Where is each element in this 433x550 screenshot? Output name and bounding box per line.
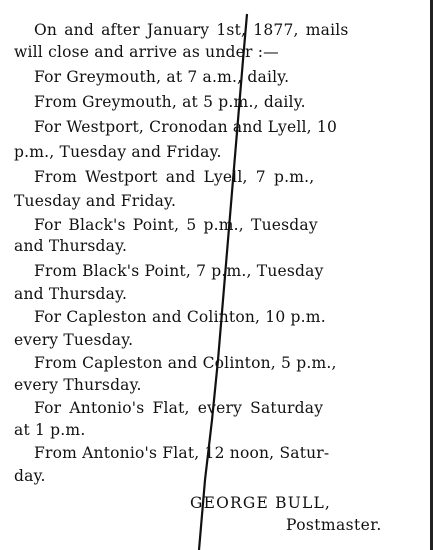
notice-line-10: and Thursday.: [14, 237, 128, 255]
notice-line-4: From Greymouth, at 5 p.m., daily.: [34, 93, 306, 111]
notice-line-19: From Antonio's Flat, 12 noon, Satur-: [34, 444, 330, 462]
notice-line-13: For Capleston and Colinton, 10 p.m.: [34, 308, 326, 326]
notice-line-15: From Capleston and Colinton, 5 p.m.,: [34, 354, 337, 372]
notice-line-11: From Black's Point, 7 p.m., Tuesday: [34, 262, 324, 280]
notice-line-7: From Westport and Lyell, 7 p.m.,: [34, 168, 315, 186]
signature-title: Postmaster.: [286, 516, 382, 534]
notice-line-20: day.: [14, 467, 46, 485]
notice-line-1: On and after January 1st, 1877, mails: [34, 21, 349, 39]
notice-line-18: at 1 p.m.: [14, 421, 86, 439]
notice-line-17: For Antonio's Flat, every Saturday: [34, 399, 324, 417]
notice-line-16: every Thursday.: [14, 376, 142, 394]
signature-name: GEORGE BULL,: [190, 494, 332, 512]
notice-line-3: For Greymouth, at 7 a.m., daily.: [34, 68, 290, 86]
notice-line-14: every Tuesday.: [14, 331, 134, 349]
notice-line-9: For Black's Point, 5 p.m., Tuesday: [34, 216, 318, 234]
notice-line-12: and Thursday.: [14, 285, 128, 303]
notice-line-2: will close and arrive as under :—: [14, 43, 279, 61]
notice-line-8: Tuesday and Friday.: [14, 192, 177, 210]
notice-line-6: p.m., Tuesday and Friday.: [14, 143, 222, 161]
notice-line-5: For Westport, Cronodan and Lyell, 10: [34, 118, 338, 136]
